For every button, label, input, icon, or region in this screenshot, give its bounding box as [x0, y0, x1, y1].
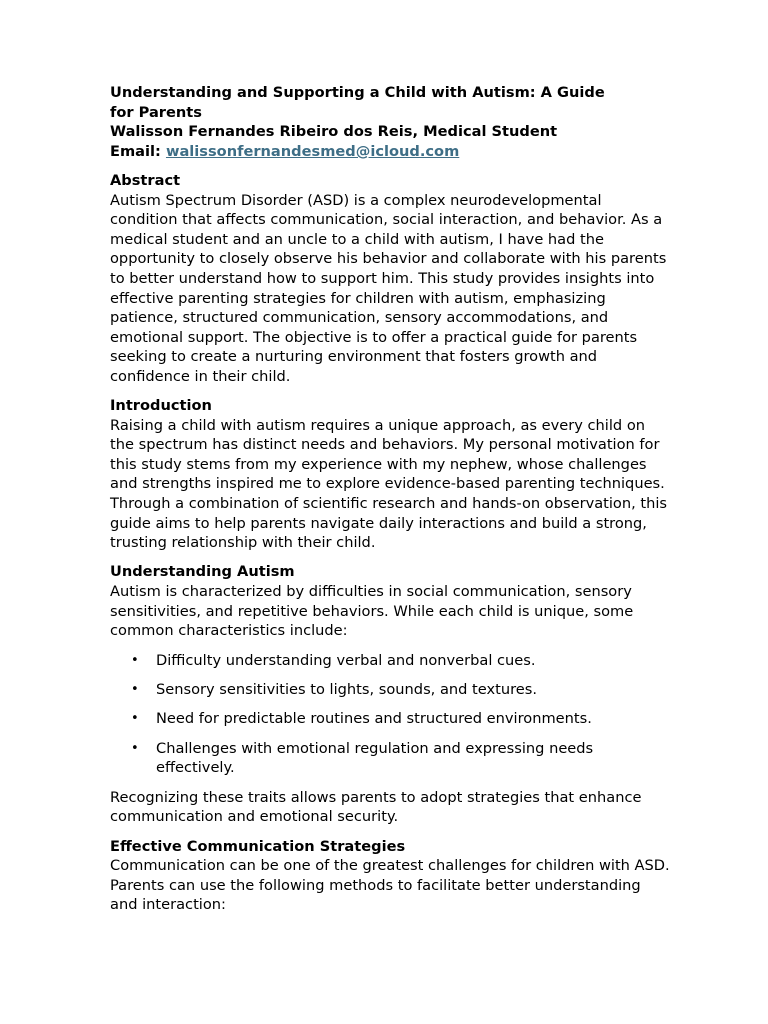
document-page: [110, 83, 670, 915]
list-item: [110, 651, 670, 671]
understanding-autism-intro: Autism is characterized by difficulties in social communication, sensory sensitivities, and repetitive behaviors. While each child is unique, some common characteristics include:: [110, 583, 634, 640]
email-label: Email:: [110, 142, 161, 160]
list-item: [110, 709, 670, 729]
bullet-icon: •: [131, 652, 139, 668]
list-item: [110, 680, 670, 700]
characteristics-list: [110, 651, 670, 778]
document-title-line2: for Parents: [110, 103, 202, 121]
bullet-icon: •: [131, 711, 139, 727]
list-item: [110, 739, 670, 778]
introduction-heading: Introduction: [110, 397, 212, 415]
email-link[interactable]: walissonfernandesmed@icloud.com: [165, 142, 460, 160]
understanding-autism-section: [110, 562, 670, 827]
bullet-icon: •: [131, 682, 139, 697]
communication-section: [110, 837, 670, 915]
list-item-text: Need for predictable routines and structured environments.: [156, 710, 592, 728]
introduction-body: Raising a child with autism requires a unique approach, as every child on the spectrum has distinct needs and behaviors. My personal motivation for this study stems from my experience with my nephew, whose challenges and strengths inspired me to explore evidence-based parenting techniques. Through a combination of scientific research and hands-on observation, this guide aims to help parents navigate daily interactions and build a strong, trusting relationship with their child.: [110, 416, 668, 552]
understanding-autism-heading: Understanding Autism: [110, 563, 295, 581]
document-author: Walisson Fernandes Ribeiro dos Reis, Medical Student: [110, 123, 558, 141]
communication-body: Communication can be one of the greatest challenges for children with ASD. Parents can use the following methods to facilitate better understanding and interaction:: [110, 857, 670, 914]
understanding-autism-outro: Recognizing these traits allows parents to adopt strategies that enhance communication and emotional security.: [110, 788, 642, 826]
document-title: [110, 83, 670, 122]
list-item-text: Sensory sensitivities to lights, sounds, and textures.: [156, 681, 537, 698]
bullet-icon: •: [131, 740, 139, 756]
abstract-body: Autism Spectrum Disorder (ASD) is a complex neurodevelopmental condition that affects communication, social interaction, and behavior. As a medical student and an uncle to a child with autism, I have had the opportunity to closely observe his behavior and collaborate with his parents to better understand how to support him. This study provides insights into effective parenting strategies for children with autism, emphasizing patience, structured communication, sensory accommodations, and emotional support. The objective is to offer a practical guide for parents seeking to create a nurturing environment that fosters growth and confidence in their child.: [110, 191, 667, 385]
email-line: [110, 142, 670, 162]
abstract-section: [110, 171, 670, 387]
abstract-heading: Abstract: [110, 171, 181, 189]
introduction-section: [110, 396, 670, 553]
list-item-text: Challenges with emotional regulation and expressing needs effectively.: [156, 739, 594, 777]
list-item-text: Difficulty understanding verbal and nonverbal cues.: [156, 651, 536, 669]
document-title-line1: Understanding and Supporting a Child with Autism: A Guide: [110, 84, 605, 101]
communication-heading: Effective Communication Strategies: [110, 837, 406, 855]
document-header: [110, 83, 670, 161]
